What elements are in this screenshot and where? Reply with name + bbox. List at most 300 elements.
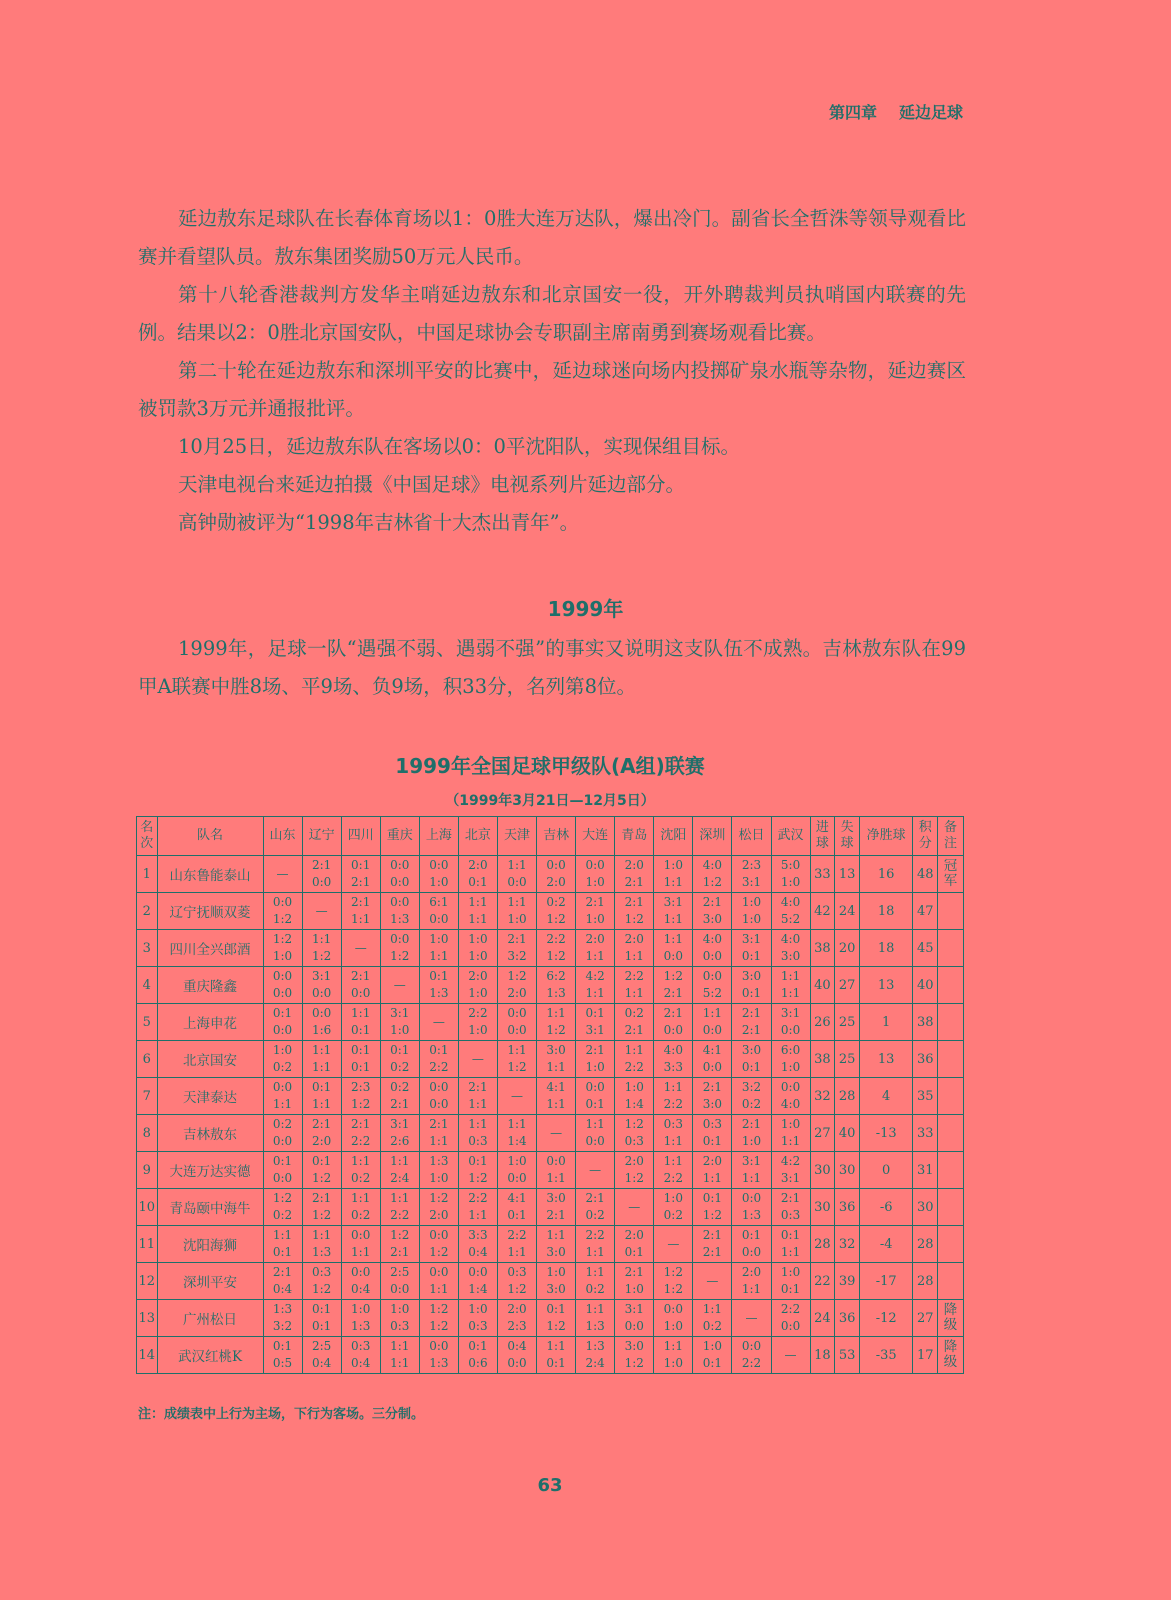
score-cell — [615, 930, 654, 967]
score-cell — [732, 856, 771, 893]
score-away: 0:4 — [468, 1245, 488, 1259]
score-cell — [302, 1226, 341, 1263]
score-cell — [654, 1115, 693, 1152]
score-away: 0:1 — [311, 1319, 332, 1333]
score-cell — [654, 1004, 693, 1041]
self-match-cell: — — [380, 967, 419, 1004]
score-home: 4:1 — [546, 1080, 566, 1094]
score-cell — [732, 930, 771, 967]
score-away: 0:2 — [351, 1171, 371, 1185]
score-home: 1:0 — [429, 932, 449, 946]
score-cell — [302, 967, 341, 1004]
rank-cell: 11 — [137, 1226, 158, 1263]
score-away: 1:2 — [624, 1171, 644, 1185]
score-home: 0:4 — [507, 1339, 527, 1353]
score-home: 3:0 — [546, 1043, 566, 1057]
score-cell — [497, 1337, 536, 1374]
score-cell — [458, 856, 497, 893]
score-cell — [576, 1226, 615, 1263]
score-away: 0:0 — [585, 1134, 605, 1148]
score-home: 1:1 — [546, 1228, 566, 1242]
score-home: 2:1 — [780, 1191, 801, 1205]
score-away: 0:2 — [351, 1208, 371, 1222]
score-cell — [732, 967, 771, 1004]
score-cell — [380, 1300, 419, 1337]
goal-diff-cell: 13 — [859, 967, 912, 1004]
score-cell — [537, 893, 576, 930]
score-away: 3:0 — [780, 949, 801, 963]
score-home: 2:1 — [585, 1043, 605, 1057]
score-cell — [380, 1078, 419, 1115]
score-home: 0:2 — [272, 1117, 293, 1131]
score-away: 1:1 — [663, 912, 683, 926]
score-cell — [302, 1263, 341, 1300]
score-away: 0:0 — [741, 1245, 762, 1259]
score-home: 0:1 — [351, 858, 371, 872]
score-home: 2:0 — [624, 932, 644, 946]
points-cell: 28 — [913, 1226, 938, 1263]
rank-cell: 13 — [137, 1300, 158, 1337]
score-away: 1:1 — [585, 949, 605, 963]
score-away: 2:0 — [429, 1208, 449, 1222]
score-home: 3:0 — [546, 1191, 566, 1205]
score-away: 2:4 — [585, 1356, 605, 1370]
score-away: 3:1 — [585, 1023, 605, 1037]
score-home: 4:1 — [507, 1191, 527, 1205]
score-away: 0:1 — [468, 875, 488, 889]
score-home: 3:0 — [624, 1339, 644, 1353]
score-cell — [537, 930, 576, 967]
score-cell — [576, 1189, 615, 1226]
score-away: 1:1 — [546, 1171, 566, 1185]
score-away: 0:0 — [507, 875, 527, 889]
score-away: 1:2 — [311, 1171, 332, 1185]
header-team: 队名 — [157, 817, 263, 856]
goals-for-cell: 42 — [810, 893, 835, 930]
score-away: 0:4 — [272, 1282, 293, 1296]
points-cell: 27 — [913, 1300, 938, 1337]
score-away: 0:3 — [780, 1208, 801, 1222]
score-away: 0:2 — [272, 1060, 293, 1074]
score-cell — [693, 1300, 732, 1337]
score-home: 1:1 — [507, 895, 527, 909]
self-match-cell: — — [615, 1189, 654, 1226]
score-home: 0:1 — [468, 1339, 488, 1353]
score-home: 1:2 — [507, 969, 527, 983]
score-home: 2:2 — [546, 932, 566, 946]
rank-cell: 12 — [137, 1263, 158, 1300]
score-home: 0:0 — [585, 1080, 605, 1094]
score-home: 2:1 — [351, 969, 371, 983]
score-cell — [380, 893, 419, 930]
score-home: 2:1 — [507, 932, 527, 946]
score-away: 1:0 — [507, 912, 527, 926]
score-cell — [419, 893, 458, 930]
score-cell — [537, 1263, 576, 1300]
rank-cell: 7 — [137, 1078, 158, 1115]
score-home: 0:1 — [311, 1080, 332, 1094]
score-cell — [419, 1226, 458, 1263]
self-match-cell: — — [771, 1337, 810, 1374]
score-home: 4:2 — [585, 969, 605, 983]
score-home: 2:0 — [585, 932, 605, 946]
score-home: 1:1 — [585, 1302, 605, 1316]
score-home: 2:1 — [585, 1191, 605, 1205]
goal-diff-cell: 4 — [859, 1078, 912, 1115]
paragraph: 1999年，足球一队“遇强不弱、遇弱不强”的事实又说明这支队伍不成熟。吉林敖东队在99甲A联赛中胜8场、平9场、负9场，积33分，名列第8位。 — [138, 637, 966, 698]
team-cell: 辽宁抚顺双菱 — [157, 893, 263, 930]
score-cell — [302, 1004, 341, 1041]
header-points: 积分 — [913, 817, 938, 856]
score-home: 2:1 — [311, 1191, 332, 1205]
score-home: 1:1 — [546, 1006, 566, 1020]
score-cell — [302, 1152, 341, 1189]
score-away: 1:0 — [429, 875, 449, 889]
score-home: 0:0 — [702, 969, 723, 983]
score-home: 1:0 — [624, 1080, 644, 1094]
score-cell — [576, 1337, 615, 1374]
score-cell — [732, 1078, 771, 1115]
score-away: 1:1 — [429, 1282, 449, 1296]
score-cell — [458, 930, 497, 967]
score-cell — [302, 1115, 341, 1152]
score-away: 0:1 — [702, 1356, 723, 1370]
score-away: 5:2 — [780, 912, 801, 926]
remark-cell — [938, 967, 964, 1004]
score-home: 1:1 — [702, 1006, 723, 1020]
score-cell — [693, 893, 732, 930]
score-home: 0:0 — [780, 1080, 801, 1094]
remark-cell — [938, 1115, 964, 1152]
score-home: 2:1 — [702, 895, 723, 909]
score-cell — [497, 930, 536, 967]
score-away: 1:3 — [429, 986, 449, 1000]
score-cell — [693, 856, 732, 893]
score-away: 1:0 — [780, 1060, 801, 1074]
score-cell — [732, 1189, 771, 1226]
score-away: 1:6 — [311, 1023, 332, 1037]
score-away: 0:4 — [311, 1356, 332, 1370]
table-row — [137, 967, 964, 1004]
score-home: 1:2 — [429, 1191, 449, 1205]
score-away: 2:1 — [390, 1097, 410, 1111]
score-cell — [497, 967, 536, 1004]
body-text — [138, 200, 966, 542]
score-home: 1:1 — [624, 1043, 644, 1057]
points-cell: 30 — [913, 1189, 938, 1226]
score-away: 0:2 — [741, 1097, 762, 1111]
score-away: 1:1 — [429, 1134, 449, 1148]
score-away: 1:0 — [272, 949, 293, 963]
score-home: 0:3 — [351, 1339, 371, 1353]
score-away: 1:1 — [624, 986, 644, 1000]
score-away: 1:3 — [311, 1245, 332, 1259]
rank-cell: 14 — [137, 1337, 158, 1374]
score-away: 1:1 — [468, 1208, 488, 1222]
score-away: 1:1 — [468, 912, 488, 926]
score-cell — [654, 967, 693, 1004]
score-away: 0:0 — [272, 1171, 293, 1185]
score-home: 2:1 — [311, 858, 332, 872]
score-home: 1:1 — [351, 1191, 371, 1205]
score-cell — [419, 967, 458, 1004]
header-opponent: 山东 — [263, 817, 302, 856]
team-cell: 吉林敖东 — [157, 1115, 263, 1152]
score-cell — [263, 1189, 302, 1226]
score-away: 1:3 — [585, 1319, 605, 1333]
goals-for-cell: 26 — [810, 1004, 835, 1041]
score-home: 0:1 — [351, 1043, 371, 1057]
score-home: 3:1 — [624, 1302, 644, 1316]
team-cell: 深圳平安 — [157, 1263, 263, 1300]
score-home: 1:1 — [585, 1117, 605, 1131]
score-away: 1:1 — [585, 1245, 605, 1259]
table-row — [137, 930, 964, 967]
score-home: 0:1 — [741, 1228, 762, 1242]
score-away: 3:0 — [546, 1282, 566, 1296]
goals-for-cell: 27 — [810, 1115, 835, 1152]
score-home: 0:0 — [390, 895, 410, 909]
score-cell — [419, 1300, 458, 1337]
score-cell — [615, 1115, 654, 1152]
score-home: 0:3 — [507, 1265, 527, 1279]
team-cell: 大连万达实德 — [157, 1152, 263, 1189]
score-away: 1:0 — [780, 875, 801, 889]
table-row — [137, 856, 964, 893]
goals-against-cell: 39 — [835, 1263, 860, 1300]
header-opponent: 辽宁 — [302, 817, 341, 856]
score-cell — [263, 1263, 302, 1300]
score-away: 0:0 — [390, 875, 410, 889]
score-home: 2:3 — [351, 1080, 371, 1094]
points-cell: 38 — [913, 1004, 938, 1041]
table-row — [137, 893, 964, 930]
rank-cell: 3 — [137, 930, 158, 967]
score-away: 2:2 — [351, 1134, 371, 1148]
score-away: 1:4 — [624, 1097, 644, 1111]
score-cell — [380, 930, 419, 967]
score-home: 1:3 — [429, 1154, 449, 1168]
paragraph: 延边敖东足球队在长春体育场以1：0胜大连万达队，爆出冷门。副省长全哲洙等领导观看比赛并看望队员。敖东集团奖励50万元人民币。 — [138, 207, 966, 268]
score-away: 1:0 — [390, 1023, 410, 1037]
score-cell — [341, 1041, 380, 1078]
self-match-cell: — — [263, 856, 302, 893]
score-cell — [576, 1041, 615, 1078]
score-home: 1:1 — [663, 1154, 683, 1168]
score-away: 2:1 — [624, 875, 644, 889]
score-cell — [771, 1226, 810, 1263]
score-home: 1:2 — [272, 1191, 293, 1205]
goals-for-cell: 28 — [810, 1226, 835, 1263]
score-cell — [302, 1041, 341, 1078]
remark-cell — [938, 1263, 964, 1300]
score-cell — [654, 1152, 693, 1189]
score-home: 0:0 — [585, 858, 605, 872]
score-cell — [263, 967, 302, 1004]
score-cell — [771, 893, 810, 930]
score-home: 6:1 — [429, 895, 449, 909]
score-cell — [576, 856, 615, 893]
score-cell — [419, 1078, 458, 1115]
score-away: 3:2 — [272, 1319, 293, 1333]
score-cell — [576, 1004, 615, 1041]
score-home: 0:2 — [390, 1080, 410, 1094]
score-away: 0:3 — [468, 1134, 488, 1148]
score-away: 1:2 — [624, 912, 644, 926]
score-home: 0:0 — [468, 1265, 488, 1279]
paragraph: 10月25日，延边敖东队在客场以0：0平沈阳队，实现保组目标。 — [178, 435, 740, 458]
score-home: 3:1 — [390, 1117, 410, 1131]
score-away: 0:1 — [585, 1097, 605, 1111]
score-home: 2:1 — [741, 1006, 762, 1020]
score-away: 0:1 — [702, 1134, 723, 1148]
score-home: 0:3 — [311, 1265, 332, 1279]
score-home: 3:1 — [780, 1006, 801, 1020]
score-cell — [380, 1152, 419, 1189]
score-home: 1:1 — [351, 1006, 371, 1020]
header-opponent: 重庆 — [380, 817, 419, 856]
score-home: 0:1 — [390, 1043, 410, 1057]
score-cell — [302, 1189, 341, 1226]
score-cell — [537, 1004, 576, 1041]
header-opponent: 上海 — [419, 817, 458, 856]
score-cell — [771, 1152, 810, 1189]
goals-against-cell: 36 — [835, 1300, 860, 1337]
chapter-label: 第四章 — [828, 103, 877, 122]
score-cell — [380, 856, 419, 893]
header-opponent: 武汉 — [771, 817, 810, 856]
score-away: 0:2 — [585, 1282, 605, 1296]
score-home: 1:0 — [702, 1339, 723, 1353]
score-home: 4:0 — [702, 858, 723, 872]
page-number: 63 — [537, 1475, 563, 1496]
score-away: 2:2 — [663, 1097, 683, 1111]
score-home: 2:1 — [741, 1117, 762, 1131]
score-cell — [458, 1152, 497, 1189]
score-away: 0:1 — [351, 1060, 371, 1074]
score-home: 0:0 — [272, 969, 293, 983]
score-away: 1:4 — [507, 1134, 527, 1148]
score-away: 1:2 — [546, 912, 566, 926]
goals-for-cell: 40 — [810, 967, 835, 1004]
score-cell — [380, 1041, 419, 1078]
score-cell — [771, 1300, 810, 1337]
score-cell — [302, 930, 341, 967]
score-home: 3:1 — [741, 1154, 762, 1168]
score-away: 1:0 — [468, 1023, 488, 1037]
score-home: 0:0 — [272, 895, 293, 909]
self-match-cell: — — [419, 1004, 458, 1041]
points-cell: 48 — [913, 856, 938, 893]
header-goals-against: 失球 — [835, 817, 860, 856]
score-cell — [693, 1004, 732, 1041]
score-cell — [615, 1152, 654, 1189]
score-home: 2:1 — [272, 1265, 293, 1279]
score-home: 0:0 — [351, 1228, 371, 1242]
score-home: 2:0 — [468, 969, 488, 983]
score-cell — [732, 1004, 771, 1041]
score-cell — [341, 856, 380, 893]
score-away: 2:0 — [507, 986, 527, 1000]
table-row — [137, 1226, 964, 1263]
table-subtitle: （1999年3月21日—12月5日） — [445, 793, 655, 809]
score-home: 3:3 — [468, 1228, 488, 1242]
score-cell — [263, 1152, 302, 1189]
header-opponent: 沈阳 — [654, 817, 693, 856]
score-home: 0:0 — [546, 858, 566, 872]
score-home: 1:2 — [663, 1265, 683, 1279]
score-cell — [654, 930, 693, 967]
score-away: 3:2 — [507, 949, 527, 963]
score-away: 2:0 — [311, 1134, 332, 1148]
score-away: 1:1 — [311, 1060, 332, 1074]
score-cell — [497, 1152, 536, 1189]
score-home: 1:1 — [390, 1339, 410, 1353]
score-away: 0:5 — [272, 1356, 293, 1370]
score-cell — [537, 1041, 576, 1078]
score-cell — [615, 856, 654, 893]
self-match-cell: — — [497, 1078, 536, 1115]
score-home: 2:0 — [624, 1228, 644, 1242]
score-cell — [615, 1004, 654, 1041]
score-home: 1:1 — [702, 1302, 723, 1316]
score-cell — [732, 1041, 771, 1078]
score-home: 4:0 — [780, 932, 801, 946]
score-cell — [458, 1189, 497, 1226]
remark-cell — [938, 1078, 964, 1115]
score-away: 1:1 — [780, 986, 801, 1000]
score-cell — [419, 1152, 458, 1189]
score-away: 2:1 — [390, 1245, 410, 1259]
score-cell — [771, 856, 810, 893]
score-home: 1:0 — [468, 932, 488, 946]
score-away: 0:0 — [663, 949, 683, 963]
score-cell — [732, 893, 771, 930]
score-cell — [771, 1078, 810, 1115]
goals-against-cell: 24 — [835, 893, 860, 930]
score-home: 6:0 — [780, 1043, 801, 1057]
score-away: 1:1 — [546, 1060, 566, 1074]
score-away: 1:3 — [546, 986, 566, 1000]
score-away: 0:0 — [272, 986, 293, 1000]
paragraph: 第二十轮在延边敖东和深圳平安的比赛中，延边球迷向场内投掷矿泉水瓶等杂物，延边赛区被罚款3万元并通报批评。 — [138, 359, 966, 420]
score-home: 1:0 — [780, 1117, 801, 1131]
table-row — [137, 1337, 964, 1374]
score-cell — [380, 1115, 419, 1152]
score-away: 1:2 — [390, 949, 410, 963]
score-home: 0:0 — [663, 1302, 683, 1316]
score-cell — [341, 1115, 380, 1152]
score-home: 0:1 — [546, 1302, 566, 1316]
remark-cell — [938, 893, 964, 930]
header-goal-diff: 净胜球 — [859, 817, 912, 856]
score-away: 1:0 — [741, 1134, 762, 1148]
goals-against-cell: 30 — [835, 1152, 860, 1189]
score-cell — [380, 1226, 419, 1263]
score-away: 1:2 — [468, 1171, 488, 1185]
paragraph: 天津电视台来延边拍摄《中国足球》电视系列片延边部分。 — [178, 473, 686, 496]
score-cell — [576, 893, 615, 930]
score-away: 0:1 — [507, 1208, 527, 1222]
score-home: 1:0 — [663, 1191, 683, 1205]
score-cell — [341, 1078, 380, 1115]
score-cell — [732, 1226, 771, 1263]
team-cell: 天津泰达 — [157, 1078, 263, 1115]
score-away: 0:0 — [390, 1282, 410, 1296]
goals-against-cell: 53 — [835, 1337, 860, 1374]
remark-cell — [938, 1004, 964, 1041]
self-match-cell: — — [302, 893, 341, 930]
